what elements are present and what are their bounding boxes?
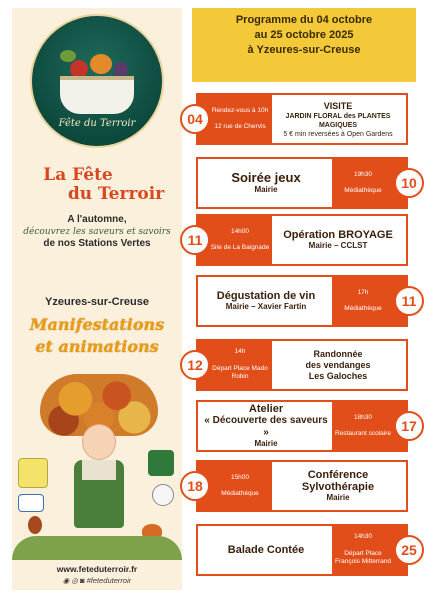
header-line-3: à Yzeures-sur-Creuse	[247, 44, 361, 56]
poster-subtitle	[16, 214, 178, 250]
social-hashtag	[12, 576, 182, 585]
event-day-badge: 18	[180, 471, 210, 501]
event-title: Soirée jeux	[231, 170, 301, 185]
event-subtitle: « Découverte des saveurs »	[204, 415, 328, 438]
event-day-badge: 11	[394, 286, 424, 316]
event-day-badge: 17	[394, 411, 424, 441]
station-verte-badge-icon	[18, 458, 48, 488]
event-card	[196, 275, 417, 327]
subtitle-line-2: découvrez les saveurs et savoirs	[23, 227, 171, 237]
poster-title	[18, 166, 178, 204]
event-note: Mairie	[326, 493, 350, 502]
event-note: 5 € min reversées à Open Gardens	[283, 130, 393, 138]
face-icon	[82, 424, 116, 460]
event-details	[274, 341, 402, 389]
event-details	[274, 95, 402, 143]
event-time: Rendez-vous à 10h	[211, 106, 269, 114]
manifestations-line: Manifestations	[29, 315, 165, 334]
social-icons: ◉ ◎ ◙	[62, 576, 87, 585]
header-line-2: au 25 octobre 2025	[254, 29, 354, 41]
basket-icon	[60, 76, 134, 114]
sponsor-logo-icon	[148, 450, 174, 476]
event-title: Atelier	[248, 403, 284, 415]
event-details	[202, 277, 330, 325]
event-card	[187, 339, 408, 391]
event-details	[202, 526, 330, 574]
title-line-2: du Terroir	[67, 184, 165, 204]
programme-header	[192, 8, 416, 82]
event-note: Mairie	[254, 439, 278, 448]
event-details	[202, 402, 330, 450]
header-line-1: Programme du 04 octobre	[235, 14, 373, 26]
hashtag-text: #feteduterroir	[86, 576, 132, 585]
event-card	[187, 460, 408, 512]
autumn-girl-illustration	[12, 374, 182, 560]
event-title: Conférence	[307, 469, 369, 481]
event-place: Médiathèque	[221, 490, 259, 497]
animations-line: et animations	[35, 337, 159, 356]
event-time: 14h	[234, 348, 246, 356]
event-place: Départ Place Mado Robin	[212, 364, 268, 381]
title-line-1: La Fête	[43, 165, 113, 185]
event-place: Départ Place François Mitterrand	[335, 549, 391, 566]
grass-icon	[12, 536, 182, 560]
event-title: Dégustation de vin	[216, 290, 316, 302]
event-place: Site de La Baignade	[210, 244, 270, 251]
event-place: 12 rue de Chervis	[214, 123, 266, 130]
subtitle-line-3: de nos Stations Vertes	[43, 238, 151, 249]
squirrel-icon	[28, 516, 42, 534]
event-card	[196, 400, 417, 452]
event-time: 14h00	[230, 227, 250, 235]
event-details	[202, 159, 330, 207]
event-details	[274, 462, 402, 510]
logo-text: Fête du Terroir	[58, 118, 136, 129]
event-subtitle: des vendanges	[305, 359, 371, 370]
event-time: 17h	[357, 288, 369, 296]
leaf-icon	[60, 50, 76, 62]
poster-panel	[12, 8, 182, 590]
event-card	[187, 93, 408, 145]
event-subtitle: JARDIN FLORAL des PLANTES MAGIQUES	[285, 112, 391, 129]
event-day-badge: 12	[180, 350, 210, 380]
event-place: Médiathèque	[344, 305, 382, 312]
event-place: Restaurant scolaire	[335, 430, 391, 437]
event-title: VISITE	[323, 100, 353, 111]
event-card	[196, 524, 417, 576]
event-title: Opération BROYAGE	[283, 229, 393, 241]
sponsor-logo-2-icon	[152, 484, 174, 506]
subtitle-line-1: A l'automne,	[67, 214, 127, 225]
event-subtitle: Mairie – CCLST	[308, 241, 368, 250]
event-note: Les Galoches	[308, 370, 368, 381]
fete-du-terroir-logo	[30, 14, 164, 148]
event-time: 15h00	[230, 473, 250, 481]
website-link[interactable]: www.feteduterroir.fr	[56, 564, 138, 574]
cc-logo-icon	[18, 494, 44, 512]
event-place: Médiathèque	[344, 187, 382, 194]
town-name: Yzeures-sur-Creuse	[45, 296, 149, 308]
event-subtitle: Mairie – Xavier Fartin	[225, 302, 307, 311]
event-day-badge: 25	[394, 535, 424, 565]
event-time: 18h30	[353, 413, 373, 421]
shirt-icon	[82, 460, 116, 480]
event-title: Randonnée	[313, 348, 363, 359]
event-card	[187, 214, 408, 266]
event-day-badge: 04	[180, 104, 210, 134]
event-day-badge: 11	[180, 225, 210, 255]
event-details	[274, 216, 402, 264]
pumpkin-icon	[90, 54, 112, 74]
event-day-badge: 10	[394, 168, 424, 198]
manifestations-heading	[16, 314, 178, 358]
event-card	[196, 157, 417, 209]
event-subtitle: Sylvothérapie	[301, 481, 375, 493]
event-subtitle: Mairie	[254, 185, 278, 194]
event-time: 19h30	[353, 170, 373, 178]
event-title: Balade Contée	[227, 544, 305, 556]
event-time: 14h30	[353, 533, 373, 541]
